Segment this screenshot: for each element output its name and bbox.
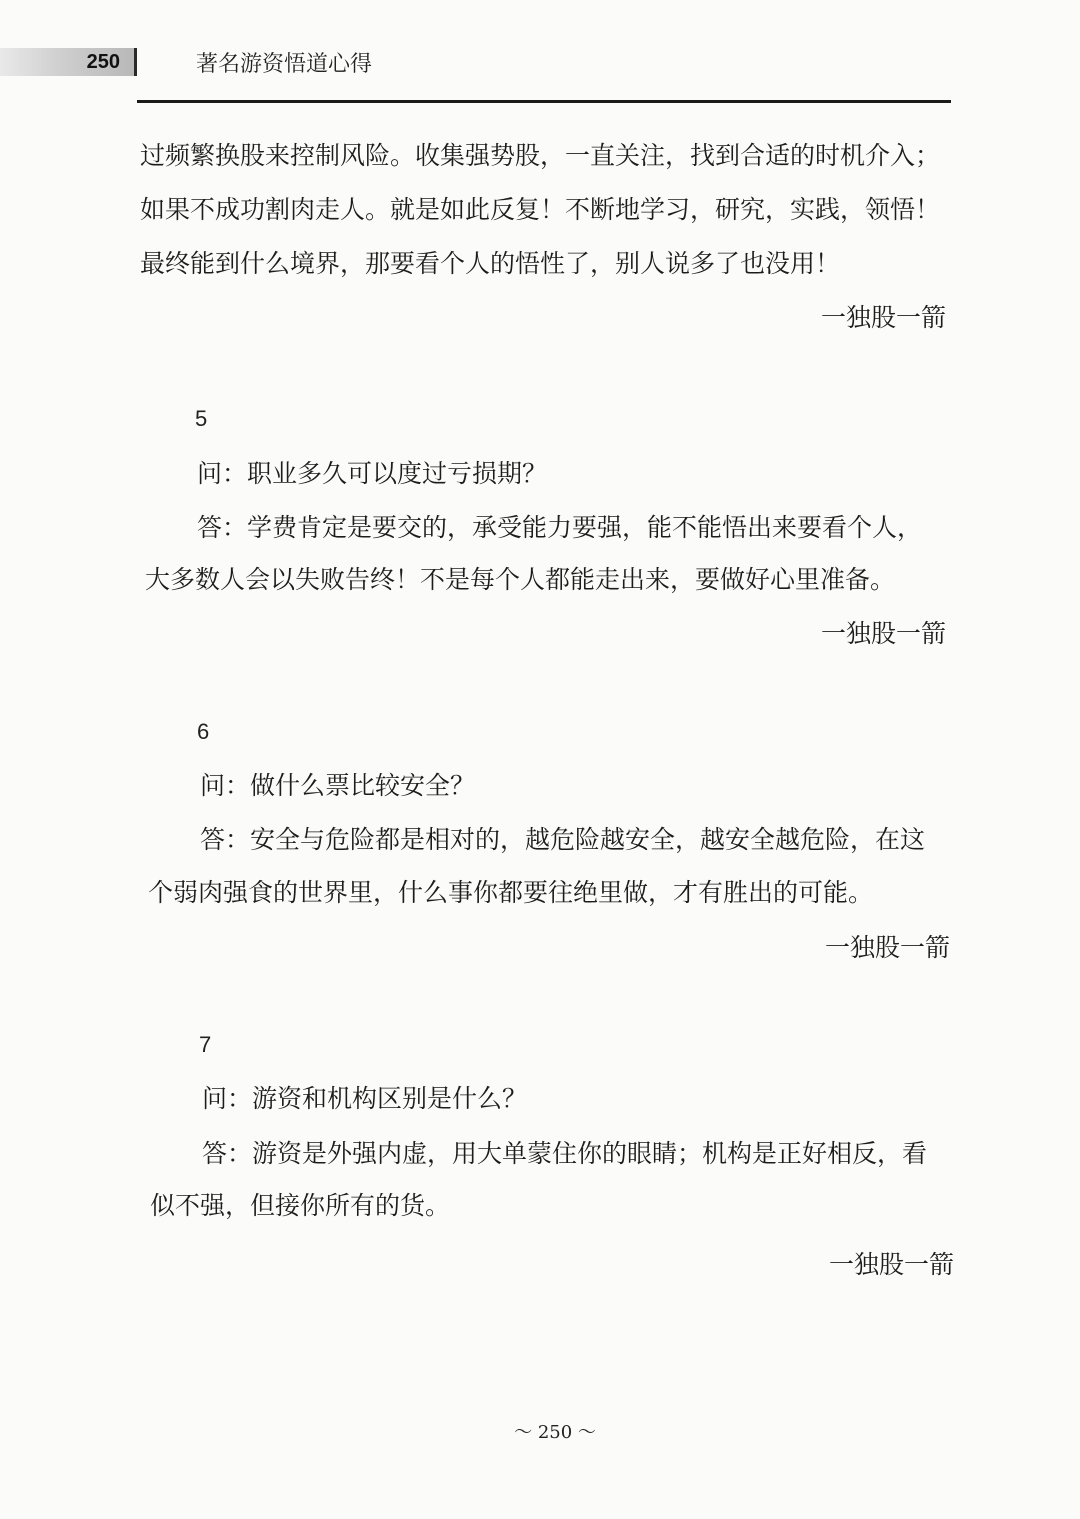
answer-line: 个弱肉强食的世界里，什么事你都要往绝里做，才有胜出的可能。	[148, 878, 874, 907]
question-number: 6	[197, 719, 210, 744]
question-text: 问：职业多久可以度过亏损期？	[197, 459, 548, 488]
intro-line: 如果不成功割肉走人。就是如此反复！不断地学习，研究，实践，领悟！	[140, 195, 941, 224]
book-title: 著名游资悟道心得	[196, 52, 373, 77]
answer-line: 大多数人会以失败告终！不是每个人都能走出来，要做好心里准备。	[145, 565, 896, 594]
answer-line: 答：游资是外强内虚，用大单蒙住你的眼睛；机构是正好相反，看	[202, 1139, 928, 1168]
header-page-number: 250	[86, 51, 120, 73]
intro-line: 过频繁换股来控制风险。收集强势股，一直关注，找到合适的时机介入；	[140, 141, 941, 170]
footer-page-number: ～ 250 ～	[514, 1422, 596, 1443]
answer-signature: 一独股一箭	[820, 619, 946, 648]
page-number-tab	[0, 48, 137, 76]
question-number: 7	[199, 1032, 212, 1057]
answer-line: 似不强，但接你所有的货。	[150, 1191, 451, 1220]
answer-line: 答：学费肯定是要交的，承受能力要强，能不能悟出来要看个人，	[197, 513, 923, 542]
answer-signature: 一独股一箭	[828, 1250, 954, 1279]
question-number: 5	[195, 406, 208, 431]
intro-line: 最终能到什么境界，那要看个人的悟性了，别人说多了也没用！	[140, 249, 841, 278]
answer-line: 答：安全与危险都是相对的，越危险越安全，越安全越危险，在这	[200, 825, 926, 854]
header-rule	[137, 100, 951, 103]
question-text: 问：做什么票比较安全？	[200, 771, 476, 800]
answer-signature: 一独股一箭	[824, 933, 950, 962]
question-text: 问：游资和机构区别是什么？	[202, 1084, 528, 1113]
intro-signature: 一独股一箭	[820, 303, 946, 332]
